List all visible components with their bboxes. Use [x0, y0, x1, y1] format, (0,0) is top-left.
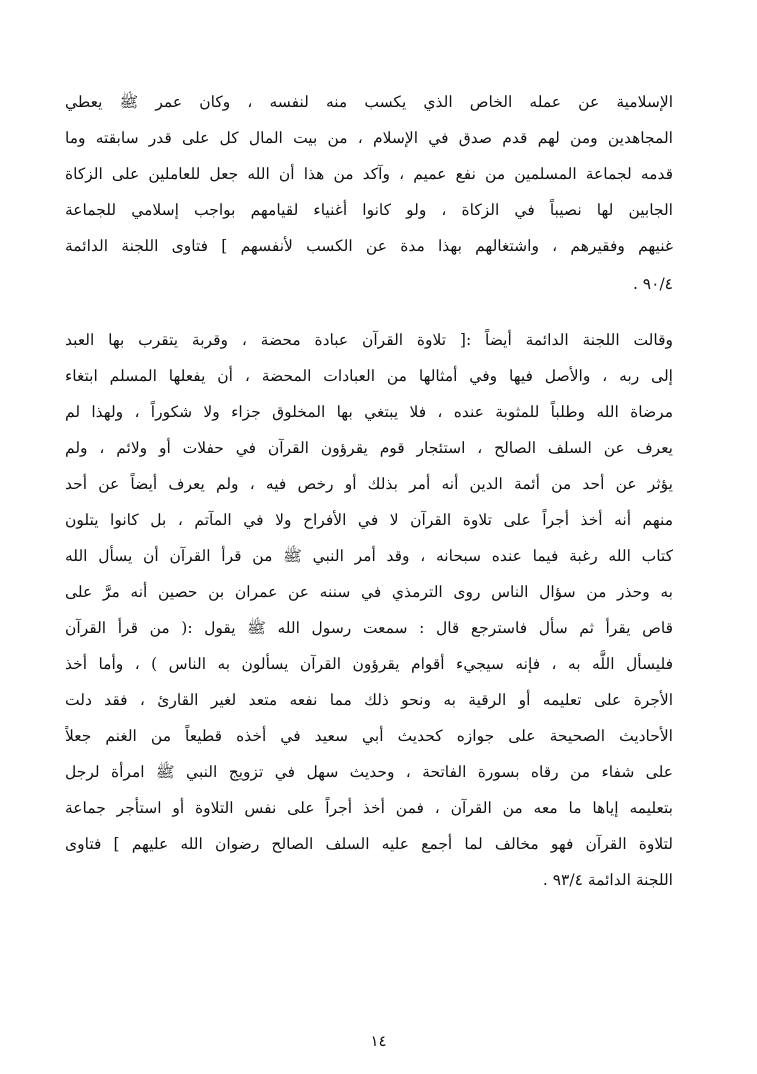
text-line: به وحذر من سؤال الناس روى الترمذي في سننه عن عمران بن حصين أنه مرَّ على	[65, 583, 673, 601]
text-line: كتاب الله رغبة فيما عنده سبحانه ، وقد أمر النبي ﷺ من قرأ القرآن أن يسأل الله	[65, 547, 673, 565]
text-line: الإسلامية عن عمله الخاص الذي يكسب منه لنفسه ، وكان عمر ﷺ يعطي	[65, 93, 673, 111]
text-line: غنيهم وفقيرهم ، واشتغالهم بهذا مدة عن الكسب لأنفسهم ] فتاوى اللجنة الدائمة	[65, 237, 673, 255]
text-line: يؤثر عن أحد من أئمة الدين أنه أمر بذلك أو رخص فيه ، ولم يعرف أيضاً عن أحد	[65, 475, 673, 493]
text-line: الأحاديث الصحيحة على جوازه كحديث أبي سعيد في أخذه قطيعاً من الغنم جعلاً	[65, 727, 673, 745]
text-line: اللجنة الدائمة ٩٣/٤ .	[542, 871, 673, 889]
text-line: إلى ربه ، والأصل فيها وفي أمثالها من العبادات المحضة ، أن يفعلها المسلم ابتغاء	[65, 367, 673, 385]
text-line: قدمه لجماعة المسلمين من نفع عميم ، وآكد من هذا أن الله جعل للعاملين على الزكاة	[65, 165, 673, 183]
text-line: ٩٠/٤ .	[632, 275, 673, 293]
text-line: قاص يقرأ ثم سأل فاسترجع قال : سمعت رسول الله ﷺ يقول :( من قرأ القرآن	[65, 619, 673, 637]
page-number: ١٤	[370, 1032, 387, 1050]
text-line: الأجرة على تعليمه أو الرقية به ونحو ذلك مما نفعه متعد لغير القارئ ، فقد دلت	[65, 691, 673, 709]
text-line: فليسأل اللَّه به ، فإنه سيجيء أقوام يقرؤون القرآن يسألون به الناس ) ، وأما أخذ	[65, 655, 673, 673]
text-line: على شفاء من رقاه بسورة الفاتحة ، وحديث سهل في تزويج النبي ﷺ امرأة لرجل	[65, 763, 673, 781]
text-line: بتعليمه إياها ما معه من القرآن ، فمن أخذ أجراً على نفس التلاوة أو استأجر جماعة	[65, 799, 673, 817]
text-line: منهم أنه أخذ أجراً على تلاوة القرآن لا في الأفراح ولا في المآتم ، بل كانوا يتلون	[65, 511, 673, 529]
text-line: وقالت اللجنة الدائمة أيضاً :[ تلاوة القرآن عبادة محضة ، وقربة يتقرب بها العبد	[65, 331, 673, 349]
text-line: لتلاوة القرآن فهو مخالف لما أجمع عليه السلف الصالح رضوان الله عليهم ] فتاوى	[65, 835, 673, 853]
text-line: مرضاة الله وطلباً للمثوبة عنده ، فلا يبتغي بها المخلوق جزاء ولا شكوراً ، ولهذا لم	[65, 403, 673, 421]
text-line: المجاهدين ومن لهم قدم صدق في الإسلام ، من بيت المال كل على قدر سابقته وما	[65, 129, 673, 147]
text-line: يعرف عن السلف الصالح ، استئجار قوم يقرؤون القرآن في حفلات أو ولائم ، ولم	[65, 439, 673, 457]
text-line: الجابين لها نصيباً في الزكاة ، ولو كانوا أغنياء لقيامهم بواجب إسلامي للجماعة	[65, 201, 673, 219]
